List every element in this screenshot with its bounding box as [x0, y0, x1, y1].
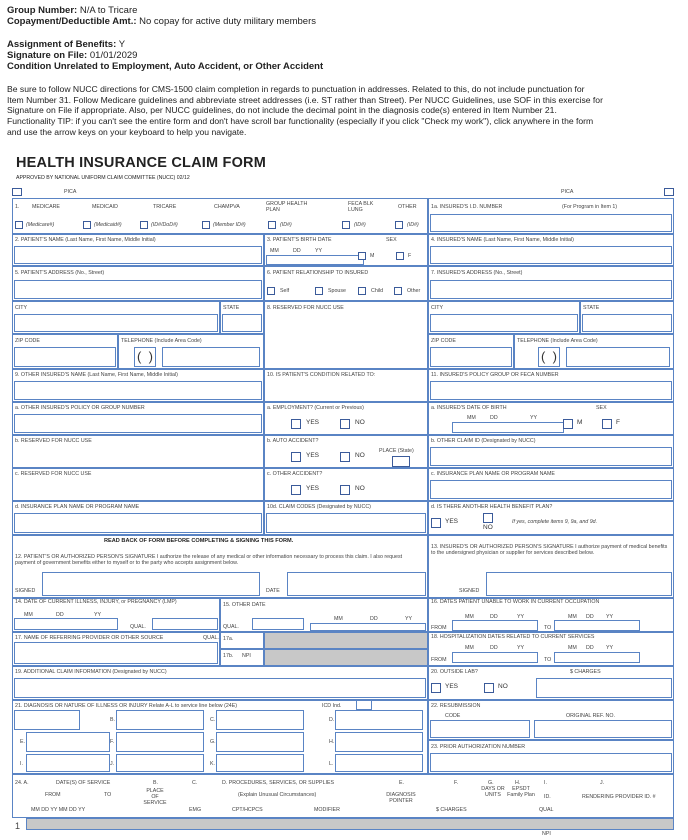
item12-label: 12. PATIENT'S OR AUTHORIZED PERSON'S SIGNATURE I authorize the release of any medical or other information necessary to process this claim. I also request payment of government benefits either to myself or to the party who accepts assignment below.: [15, 554, 403, 566]
item11d-note: If yes, complete items 9, 9a, and 9d.: [512, 519, 598, 525]
dx-j-label: J.: [110, 761, 115, 767]
item6-label: 6. PATIENT RELATIONSHIP TO INSURED: [267, 270, 369, 276]
illness-date-input[interactable]: [14, 618, 118, 630]
tricare-sub: (ID#/DoD#): [151, 222, 178, 228]
patient-city-label: CITY: [15, 305, 28, 311]
insured-state-input[interactable]: [582, 314, 672, 332]
item10-label: 10. IS PATIENT'S CONDITION RELATED TO:: [267, 372, 376, 378]
resubmission-code-input[interactable]: [430, 720, 530, 738]
other-accident-yes-label: YES: [306, 485, 320, 492]
item16-from: FROM: [431, 625, 447, 631]
item3-yy: YY: [315, 248, 323, 254]
assignment-label: Assignment of Benefits:: [7, 39, 117, 50]
hospitalization-to-input[interactable]: [554, 652, 640, 663]
insured-name-input[interactable]: [430, 246, 672, 264]
item24-date-cols: MM DD YY MM DD YY: [31, 807, 86, 813]
item11a-sex: SEX: [596, 405, 607, 411]
item11a-dd: DD: [490, 415, 498, 421]
claim-codes-input[interactable]: [266, 513, 426, 533]
item11a-label: a. INSURED'S DATE OF BIRTH: [431, 405, 507, 411]
dx-e-input[interactable]: [26, 732, 110, 752]
another-plan-no-checkbox[interactable]: [483, 513, 493, 523]
item24-a: 24. A.: [15, 780, 29, 786]
item10d-label: 10d. CLAIM CODES (Designated by NUCC): [267, 504, 371, 510]
dx-d-label: D.: [329, 717, 335, 723]
dx-g-input[interactable]: [216, 732, 304, 752]
item17b-gray-cell: [264, 649, 428, 666]
insured-zip-input[interactable]: [430, 347, 512, 367]
other-checkbox[interactable]: [395, 221, 403, 229]
line1-number: 1: [15, 821, 21, 831]
item24-dx-ptr: DIAGNOSIS POINTER: [386, 792, 416, 804]
patient-sex-m-checkbox[interactable]: [358, 252, 366, 260]
relation-spouse-checkbox[interactable]: [315, 287, 323, 295]
item9a-label: a. OTHER INSURED'S POLICY OR GROUP NUMBER: [15, 405, 145, 411]
item11a-mm: MM: [467, 415, 476, 421]
dx-h-input[interactable]: [335, 732, 423, 752]
item3-label: 3. PATIENT'S BIRTH DATE: [267, 237, 332, 243]
item13-label: 13. INSURED'S OR AUTHORIZED PERSON'S SIGNATURE I authorize payment of medical benefits to the undersigned physician or supplier for services described below.: [431, 544, 668, 556]
item13-signed: SIGNED: [459, 588, 480, 594]
item24-rendering: RENDERING PROVIDER ID. #: [582, 794, 656, 800]
relation-spouse-label: Spouse: [328, 288, 346, 294]
relation-other-label: Other: [407, 288, 421, 294]
patient-zip-label: ZIP CODE: [15, 338, 40, 344]
outside-lab-yes-checkbox[interactable]: [431, 683, 441, 693]
signature-label: Signature on File:: [7, 50, 88, 61]
item15-label: 15. OTHER DATE: [223, 602, 266, 608]
item1-num: 1.: [15, 204, 20, 210]
item24-header: [12, 774, 674, 818]
item15-mm: MM: [334, 616, 343, 622]
item8-cell: [264, 301, 428, 369]
insured-id-input[interactable]: [430, 214, 672, 232]
item16-yy2: YY: [606, 614, 614, 620]
item17b-label: 17b.: [223, 653, 234, 659]
insured-address-input[interactable]: [430, 280, 672, 299]
item9-label: 9. OTHER INSURED'S NAME (Last Name, First Name, Middle Initial): [15, 372, 178, 378]
item11-label: 11. INSURED'S POLICY GROUP OR FECA NUMBER: [431, 372, 559, 378]
illness-qual-input[interactable]: [152, 618, 218, 630]
item24-d: D. PROCEDURES, SERVICES, OR SUPPLIES: [222, 780, 335, 786]
patient-city-input[interactable]: [14, 314, 218, 332]
patient-address-input[interactable]: [14, 280, 262, 299]
item15-dd: DD: [370, 616, 378, 622]
dx-l-input[interactable]: [335, 754, 423, 772]
patient-state-label: STATE: [223, 305, 240, 311]
item17-label: 17. NAME OF REFERRING PROVIDER OR OTHER SOURCE: [15, 635, 164, 641]
other-accident-no-label: NO: [355, 485, 365, 492]
item3-dd: DD: [293, 248, 301, 254]
item24-modifier: MODIFIER: [314, 807, 340, 813]
patient-phone-label: TELEPHONE (Include Area Code): [121, 338, 202, 344]
patient-birth-date-input[interactable]: [266, 255, 364, 265]
group-number-label: Group Number:: [7, 5, 78, 16]
dx-b-input[interactable]: [116, 710, 204, 730]
champva-sub: (Member ID#): [213, 222, 246, 228]
patient-area-code-input[interactable]: ( ): [134, 347, 156, 367]
insured-signature-input[interactable]: [486, 572, 672, 596]
insured-sex-f-checkbox[interactable]: [602, 419, 612, 429]
patient-name-input[interactable]: [14, 246, 262, 264]
insured-phone-label: TELEPHONE (Include Area Code): [517, 338, 598, 344]
dx-e-label: E.: [20, 739, 26, 745]
icd-ind-label: ICD Ind.: [322, 703, 342, 709]
medicare-checkbox[interactable]: [15, 221, 23, 229]
insured-policy-group-input[interactable]: [430, 381, 672, 400]
item7-label: 7. INSURED'S ADDRESS (No., Street): [431, 270, 523, 276]
item24-i: I.: [544, 780, 547, 786]
relation-self-checkbox[interactable]: [267, 287, 275, 295]
item21-label: 21. DIAGNOSIS OR NATURE OF ILLNESS OR INJURY Relate A-L to service line below (24E): [15, 703, 238, 709]
pica-left: PICA: [64, 189, 77, 195]
insured-state-label: STATE: [583, 305, 600, 311]
item11a-m: M: [577, 419, 583, 426]
item20-label: 20. OUTSIDE LAB?: [431, 669, 478, 675]
item24-dates: DATE(S) OF SERVICE: [56, 780, 111, 786]
patient-state-input[interactable]: [222, 314, 262, 332]
item14-qual: QUAL.: [130, 624, 146, 630]
copay-value: No copay for active duty military members: [139, 16, 317, 27]
outside-lab-charges-input[interactable]: [536, 678, 672, 698]
group-health-sub: (ID#): [280, 222, 292, 228]
item3-sex: SEX: [386, 237, 397, 243]
item23-label: 23. PRIOR AUTHORIZATION NUMBER: [431, 744, 526, 750]
item12-signed: SIGNED: [15, 588, 36, 594]
item24-emg: EMG: [189, 807, 202, 813]
insured-birth-date-input[interactable]: [452, 422, 564, 433]
item16-to: TO: [544, 625, 552, 631]
item24-h: H.: [515, 780, 521, 786]
dx-d-input[interactable]: [335, 710, 423, 730]
patient-zip-input[interactable]: [14, 347, 116, 367]
item24-j: J.: [600, 780, 605, 786]
icd-ind-input[interactable]: [356, 700, 372, 710]
medicaid-sub: (Medicaid#): [94, 222, 122, 228]
item24-to: TO: [104, 792, 112, 798]
pica-right-box[interactable]: [664, 188, 674, 196]
item15-qual: QUAL.: [223, 624, 239, 630]
signature-value: 01/01/2029: [89, 50, 138, 61]
item16-dd: DD: [490, 614, 498, 620]
patient-signature-date-input[interactable]: [287, 572, 426, 596]
item3-m: M: [370, 253, 375, 259]
item10a-label: a. EMPLOYMENT? (Current or Previous): [267, 405, 364, 411]
item18-yy2: YY: [606, 645, 614, 651]
dx-f-label: F.: [110, 739, 115, 745]
item18-dd2: DD: [586, 645, 594, 651]
auto-accident-yes-label: YES: [306, 452, 320, 459]
item1-group-label: GROUP HEALTH PLAN: [266, 201, 308, 213]
employment-no-checkbox[interactable]: [340, 419, 350, 429]
item22-code: CODE: [445, 713, 461, 719]
other-accident-no-checkbox[interactable]: [340, 485, 350, 495]
claim-form: [12, 186, 674, 840]
dx-i-label: I.: [20, 761, 23, 767]
item14-yy: YY: [94, 612, 102, 618]
item24-charges: $ CHARGES: [436, 807, 467, 813]
item18-dd: DD: [490, 645, 498, 651]
other-insurance-plan-input[interactable]: [14, 513, 262, 533]
other-date-qual-input[interactable]: [252, 618, 304, 630]
place-state-label: PLACE (State): [379, 448, 414, 454]
relation-other-checkbox[interactable]: [394, 287, 402, 295]
dx-b-label: B.: [110, 717, 116, 723]
other-sub: (ID#): [407, 222, 419, 228]
item12-date: DATE: [266, 588, 280, 594]
auto-accident-no-label: NO: [355, 452, 365, 459]
item17b-npi: NPI: [242, 653, 251, 659]
item24-from: FROM: [45, 792, 61, 798]
employment-no-label: NO: [355, 419, 365, 426]
feca-sub: (ID#): [354, 222, 366, 228]
item5-label: 5. PATIENT'S ADDRESS (No., Street): [15, 270, 105, 276]
copay-label: Copayment/Deductible Amt.:: [7, 16, 137, 27]
dx-k-label: K.: [210, 761, 216, 767]
item18-from: FROM: [431, 657, 447, 663]
unable-work-to-input[interactable]: [554, 620, 640, 631]
item16-mm2: MM: [568, 614, 577, 620]
item9d-label: d. INSURANCE PLAN NAME OR PROGRAM NAME: [15, 504, 140, 510]
other-insured-name-input[interactable]: [14, 381, 262, 400]
tricare-checkbox[interactable]: [140, 221, 148, 229]
another-plan-yes-checkbox[interactable]: [431, 518, 441, 528]
insured-zip-label: ZIP CODE: [431, 338, 456, 344]
outside-lab-no-checkbox[interactable]: [484, 683, 494, 693]
item3-mm: MM: [270, 248, 279, 254]
relation-child-label: Child: [371, 288, 384, 294]
item10b-label: b. AUTO ACCIDENT?: [267, 438, 319, 444]
item1-champva-label: CHAMPVA: [214, 204, 240, 210]
item16-yy: YY: [517, 614, 525, 620]
item24-days: DAYS OR UNITS: [481, 786, 505, 798]
copay-row: [7, 16, 316, 28]
line1-shaded-row: [26, 818, 674, 830]
approved-note: APPROVED BY NATIONAL UNIFORM CLAIM COMMITTEE (NUCC) 02/12: [16, 175, 190, 181]
prior-authorization-input[interactable]: [430, 753, 672, 772]
item24-c: C.: [192, 780, 198, 786]
item18-mm2: MM: [568, 645, 577, 651]
item11a-f: F: [616, 419, 620, 426]
item11b-label: b. OTHER CLAIM ID (Designated by NUCC): [431, 438, 536, 444]
other-insured-policy-input[interactable]: [14, 414, 262, 433]
other-claim-id-input[interactable]: [430, 447, 672, 466]
item9c-label: c. RESERVED FOR NUCC USE: [15, 471, 92, 477]
dx-c-label: C.: [210, 717, 216, 723]
auto-accident-state-input[interactable]: [392, 456, 410, 467]
condition-label: Condition Unrelated to Employment, Auto Accident, or Other Accident: [7, 61, 324, 72]
item16-dd2: DD: [586, 614, 594, 620]
medicare-sub: (Medicare#): [26, 222, 55, 228]
item20-charges: $ CHARGES: [570, 669, 601, 675]
dx-i-input[interactable]: [26, 754, 110, 772]
item19-label: 19. ADDITIONAL CLAIM INFORMATION (Designated by NUCC): [15, 669, 167, 675]
insured-city-label: CITY: [431, 305, 444, 311]
item24-epsdt: EPSDT Family Plan: [507, 786, 535, 798]
other-accident-yes-checkbox[interactable]: [291, 485, 301, 495]
insured-area-code-input[interactable]: ( ): [538, 347, 560, 367]
dx-a-input[interactable]: [14, 710, 80, 730]
original-ref-input[interactable]: [534, 720, 672, 738]
relation-child-checkbox[interactable]: [358, 287, 366, 295]
another-plan-no-label: NO: [483, 524, 493, 531]
dx-j-input[interactable]: [116, 754, 204, 772]
item24-qual: QUAL: [539, 807, 554, 813]
item1-tricare-label: TRICARE: [153, 204, 177, 210]
item14-label: 14. DATE OF CURRENT ILLNESS, INJURY, or PREGNANCY (LMP): [15, 599, 177, 605]
pica-left-box[interactable]: [12, 188, 22, 196]
item1a-label: 1a. INSURED'S I.D. NUMBER: [431, 204, 503, 210]
item17-qual: QUAL.: [203, 635, 219, 641]
item1-medicaid-label: MEDICAID: [92, 204, 118, 210]
item22-label: 22. RESUBMISSION: [431, 703, 481, 709]
item18-yy: YY: [517, 645, 525, 651]
hospitalization-from-input[interactable]: [452, 652, 538, 663]
item3-f: F: [408, 253, 412, 259]
dx-g-label: G.: [210, 739, 216, 745]
champva-checkbox[interactable]: [202, 221, 210, 229]
auto-accident-no-checkbox[interactable]: [340, 452, 350, 462]
dx-c-input[interactable]: [216, 710, 304, 730]
item22-orig-ref: ORIGINAL REF. NO.: [566, 713, 615, 719]
item2-label: 2. PATIENT'S NAME (Last Name, First Name, Middle Initial): [15, 237, 156, 243]
unable-work-from-input[interactable]: [452, 620, 538, 631]
item24-d-sub: (Explain Unusual Circumstances): [238, 792, 317, 798]
item17a-label: 17a.: [223, 636, 234, 642]
item11d-label: d. IS THERE ANOTHER HEALTH BENEFIT PLAN?: [431, 504, 553, 510]
medicaid-checkbox[interactable]: [83, 221, 91, 229]
item9b-label: b. RESERVED FOR NUCC USE: [15, 438, 92, 444]
item15-yy: YY: [405, 616, 413, 622]
group-number-value: N/A to Tricare: [79, 5, 138, 16]
item14-mm: MM: [24, 612, 33, 618]
employment-yes-label: YES: [306, 419, 320, 426]
item18-to: TO: [544, 657, 552, 663]
outside-lab-yes-label: YES: [445, 683, 459, 690]
item4-label: 4. INSURED'S NAME (Last Name, First Name, Middle Initial): [431, 237, 574, 243]
item1-other-label: OTHER: [398, 204, 417, 210]
auto-accident-yes-checkbox[interactable]: [291, 452, 301, 462]
insured-phone-input[interactable]: [566, 347, 670, 367]
form-title: HEALTH INSURANCE CLAIM FORM: [16, 155, 267, 171]
patient-sex-f-checkbox[interactable]: [396, 252, 404, 260]
item24-place: PLACE OF SERVICE: [143, 788, 167, 806]
dx-l-label: L.: [329, 761, 334, 767]
item11a-yy: YY: [530, 415, 538, 421]
other-date-input[interactable]: [310, 623, 426, 631]
item1-feca-label: FECA BLK LUNG: [348, 201, 374, 213]
additional-claim-info-input[interactable]: [14, 678, 426, 698]
dx-f-input[interactable]: [116, 732, 204, 752]
item24-id: ID.: [544, 794, 551, 800]
line1-npi: NPI: [542, 831, 551, 837]
read-back-notice: READ BACK OF FORM BEFORE COMPLETING & SIGNING THIS FORM.: [104, 538, 294, 544]
employment-yes-checkbox[interactable]: [291, 419, 301, 429]
referring-provider-input[interactable]: [14, 642, 218, 664]
insured-city-input[interactable]: [430, 314, 578, 332]
item24-b: B.: [153, 780, 159, 786]
item24-f: F.: [454, 780, 459, 786]
condition-row: [7, 61, 323, 73]
pica-right: PICA: [561, 189, 574, 195]
insurance-plan-name-input[interactable]: [430, 480, 672, 499]
item16-label: 16. DATES PATIENT UNABLE TO WORK IN CURRENT OCCUPATION: [431, 599, 600, 605]
outside-lab-no-label: NO: [498, 683, 508, 690]
insured-sex-m-checkbox[interactable]: [563, 419, 573, 429]
patient-signature-input[interactable]: [42, 572, 260, 596]
item18-label: 18. HOSPITALIZATION DATES RELATED TO CURRENT SERVICES: [431, 634, 595, 640]
item24-g: G.: [488, 780, 494, 786]
dx-h-label: H.: [329, 739, 335, 745]
item8-label: 8. RESERVED FOR NUCC USE: [267, 305, 344, 311]
assignment-value: Y: [118, 39, 126, 50]
item24-cpt: CPT/HCPCS: [232, 807, 263, 813]
item1a-note: (For Program in Item 1): [562, 204, 618, 210]
instructions-paragraph: Be sure to follow NUCC directions for CMS-1500 claim completion in regards to punctuation in addresses. Related to this, do not include punctuation for Item Number 31. Follow Medicare guidelines and abbreviate street addresses (i.e. ST rather than Street). Per NUCC Guidelines, use SOF in this exercise for Signature on File if appropriate. Also, per NUCC guidelines, do not include the decimal point in the diagnosis code(s) entered in Item Number 21. Functionality TIP: if you can't see the entire form and don't have scroll bar functionality (especially if you click "Check my work"), click anywhere in the form and use the arrow keys on your keyboard to help you navigate.: [7, 84, 603, 137]
feca-checkbox[interactable]: [342, 221, 350, 229]
item14-dd: DD: [56, 612, 64, 618]
patient-phone-input[interactable]: [162, 347, 260, 367]
item24-e: E.: [399, 780, 405, 786]
item16-mm: MM: [465, 614, 474, 620]
group-health-checkbox[interactable]: [268, 221, 276, 229]
item1-medicare-label: MEDICARE: [32, 204, 60, 210]
item10c-label: c. OTHER ACCIDENT?: [267, 471, 323, 477]
item17a-gray-cell: [264, 632, 428, 649]
relation-self-label: Self: [280, 288, 290, 294]
item11c-label: c. INSURANCE PLAN NAME OR PROGRAM NAME: [431, 471, 555, 477]
another-plan-yes-label: YES: [445, 518, 459, 525]
item18-mm: MM: [465, 645, 474, 651]
dx-k-input[interactable]: [216, 754, 304, 772]
